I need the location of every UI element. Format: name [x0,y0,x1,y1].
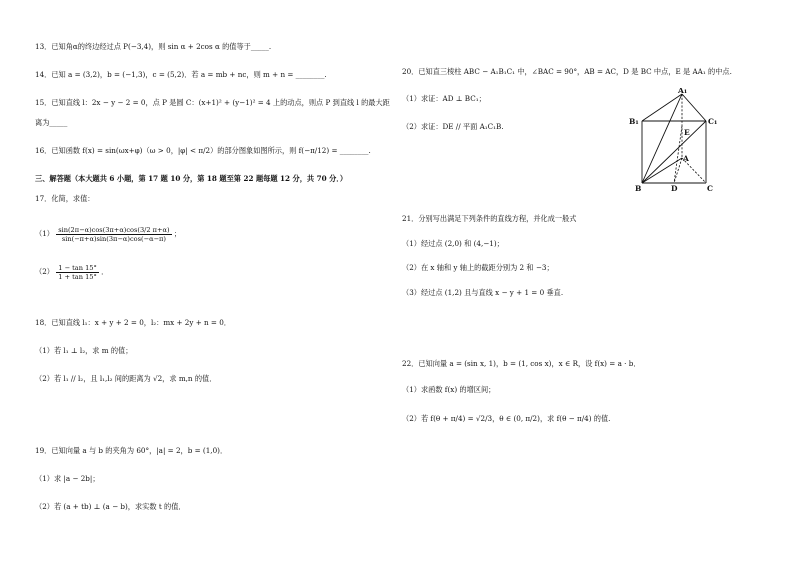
question-20-part1: （1）求证：AD ⊥ BC₁； [402,94,486,103]
q17-1-fraction [56,226,171,243]
q17-2-end: ． [101,267,109,276]
q17-1-label: （1） [35,229,54,238]
question-18-part1: （1）若 l₁ ⊥ l₂，求 m 的值； [35,346,133,355]
q17-1-end: ； [173,229,182,238]
question-22-part2: （2）若 f(θ + π/4) = √2/3，θ ∈ (0, π/2)，求 f(θ − π/4) 的值. [402,414,611,423]
q17-2-numerator: 1 − tan 15° [58,263,97,272]
q17-2-fraction [56,264,99,281]
question-19-title: 19．已知向量 a 与 b 的夹角为 60°，|a| = 2，b = (1,0)． [35,446,228,455]
label-B1: B₁ [629,117,639,126]
question-14: 14．已知 a = (3,2)，b = (−1,3)，c = (5,2)．若 a = mb + nc，则 m + n = ________. [35,70,327,79]
prism-figure [628,88,718,192]
question-17-part2 [35,262,108,282]
question-20-title: 20．已知直三棱柱 ABC − A₁B₁C₁ 中，∠BAC = 90°，AB = AC，D 是 BC 中点，E 是 AA₁ 的中点. [402,67,732,76]
label-A1: A₁ [678,88,688,95]
q17-1-denominator: sin(−π+α)sin(3π−α)cos(−α−π) [61,234,166,243]
question-21-part3: （3）经过点 (1,2) 且与直线 x − y + 1 = 0 垂直. [402,288,564,297]
question-19-part1: （1）求 |a − 2b|； [35,474,100,483]
label-E: E [684,128,690,137]
q17-1-numerator: sin(2π−α)cos(3π+α)cos(3/2 π+α) [58,225,170,234]
section-3-heading: 三、解答题（本大题共 6 小题，第 17 题 10 分，第 18 题至第 22 题每题 12 分，共 70 分．） [35,174,348,183]
q17-2-label: （2） [35,267,54,276]
label-D: D [671,184,678,192]
question-19-part2: （2）若 (a + tb) ⊥ (a − b)，求实数 t 的值． [35,502,186,511]
q17-2-denominator: 1 + tan 15° [58,272,97,281]
question-16: 16．已知函数 f(x) = sin(ωx+φ)（ω > 0，|φ| < π/2）的部分图象如图所示，则 f(−π/12) = ________. [35,146,371,155]
question-21-part2: （2）在 x 轴和 y 轴上的截距分别为 2 和 −3； [402,263,554,272]
question-22-title: 22．已知向量 a = (sin x, 1)，b = (1, cos x)，x ∈ R，设 f(x) = a · b． [402,359,641,368]
question-15-line2: 离为_____ [35,118,68,127]
question-22-part1: （1）求函数 f(x) 的增区间； [402,385,496,394]
question-18-part2: （2）若 l₁ // l₂，且 l₁,l₂ 间的距离为 √2，求 m,n 的值． [35,374,217,383]
question-18-title: 18．已知直线 l₁：x + y + 2 = 0，l₂：mx + 2y + n = 0． [35,318,231,327]
question-17-part1 [35,224,181,244]
question-21-title: 21．分别写出满足下列条件的直线方程，并化成一般式 [402,214,577,223]
label-C: C [707,184,713,192]
label-A: A [683,154,689,163]
question-20-part2: （2）求证：DE // 平面 A₁C₁B. [402,122,504,131]
question-15-line1: 15．已知直线 l：2x − y − 2 = 0，点 P 是圆 C：(x+1)² + (y−1)² = 4 上的动点，则点 P 到直线 l 的最大距 [35,98,390,107]
question-17-title: 17．化简，求值： [35,194,95,203]
label-C1: C₁ [708,117,718,126]
question-21-part1: （1）经过点 (2,0) 和 (4,−1)； [402,239,504,248]
question-13: 13．已知角α的终边经过点 P(−3,4)，则 sin α + 2cos α 的值等于_____. [35,42,272,51]
label-B: B [635,184,642,192]
